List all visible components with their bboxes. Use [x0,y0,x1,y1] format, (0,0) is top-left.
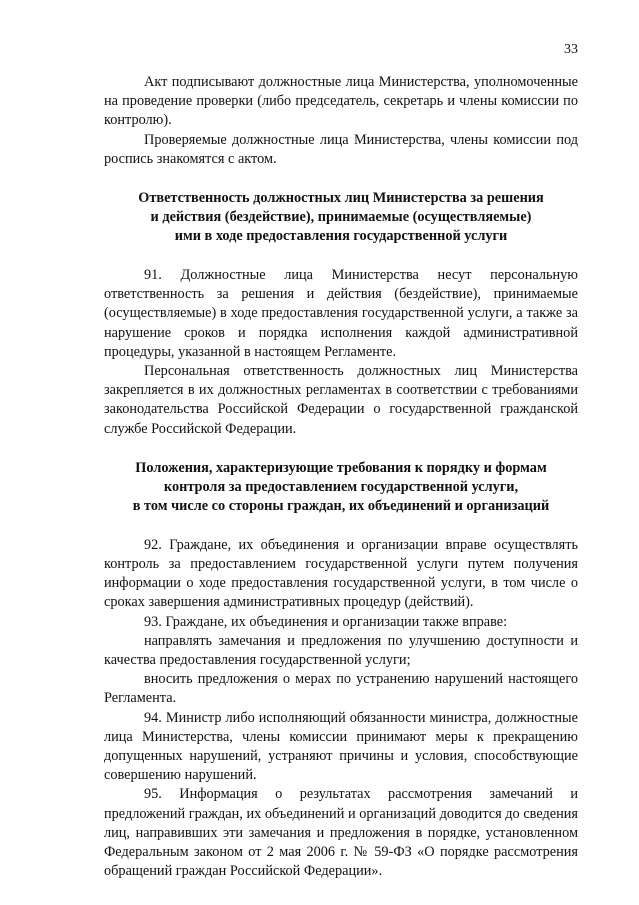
paragraph-93-item-proposals: вносить предложения о мерах по устранению нарушений настоящего Регламента. [104,671,578,707]
heading-line: ими в ходе предоставления государственной услуги [174,228,508,245]
paragraph-95: 95. Информация о результатах рассмотрения замечаний и предложений граждан, их объединений и организаций доводится до сведения лиц, направивших эти замечания и предложения в порядке, установленном Федеральным законом от 2 мая 2006 г. № 59-ФЗ «О порядке рассмотрения обращений граждан Российской Федерации». [104,786,578,880]
page-content [104,73,578,882]
heading-line: Ответственность должностных лиц Министерства за решения [138,190,544,207]
page-number: 33 [564,42,578,57]
section-heading-responsibility [104,189,578,246]
heading-line: Положения, характеризующие требования к порядку и формам [135,459,547,476]
paragraph-act-signing: Акт подписывают должностные лица Министерства, уполномоченные на проведение проверки (либо председатель, секретарь и члены комиссии по контролю). [104,74,578,129]
paragraph-92: 92. Граждане, их объединения и организации вправе осуществлять контроль за предоставлением государственной услуги путем получения информации о ходе предоставления государственной услуги, в том числе о сроках завершения административных процедур (действий). [104,536,578,611]
heading-line: и действия (бездействие), принимаемые (осуществляемые) [150,209,532,226]
paragraph-act-acknowledgement: Проверяемые должностные лица Министерства, члены комиссии под роспись знакомятся с актом. [104,131,578,167]
paragraph-94: 94. Министр либо исполняющий обязанности министра, должностные лица Министерства, члены комиссии принимают меры к прекращению допущенных нарушений, устраняют причины и условия, способствующие совершению нарушений. [104,709,578,784]
heading-line: в том числе со стороны граждан, их объединений и организаций [132,497,550,514]
section-heading-control-requirements [104,459,578,516]
paragraph-93-item-remarks: направлять замечания и предложения по улучшению доступности и качества предоставления государственной услуги; [104,632,578,669]
paragraph-93: 93. Граждане, их объединения и организации также вправе: [144,613,508,630]
paragraph-personal-responsibility: Персональная ответственность должностных лиц Министерства закрепляется в их должностных регламентах в соответствии с требованиями законодательства Российской Федерации о государственной гражданской службе Российской Федерации. [104,363,578,437]
paragraph-91: 91. Должностные лица Министерства несут персональную ответственность за решения и действия (бездействие), принимаемые (осуществляемые) в ходе предоставления государственной услуги, а также за нарушение сроков и порядка исполнения каждой административной процедуры, указанной в настоящем Регламенте. [104,267,578,360]
heading-line: контроля за предоставлением государственной услуги, [163,478,519,495]
